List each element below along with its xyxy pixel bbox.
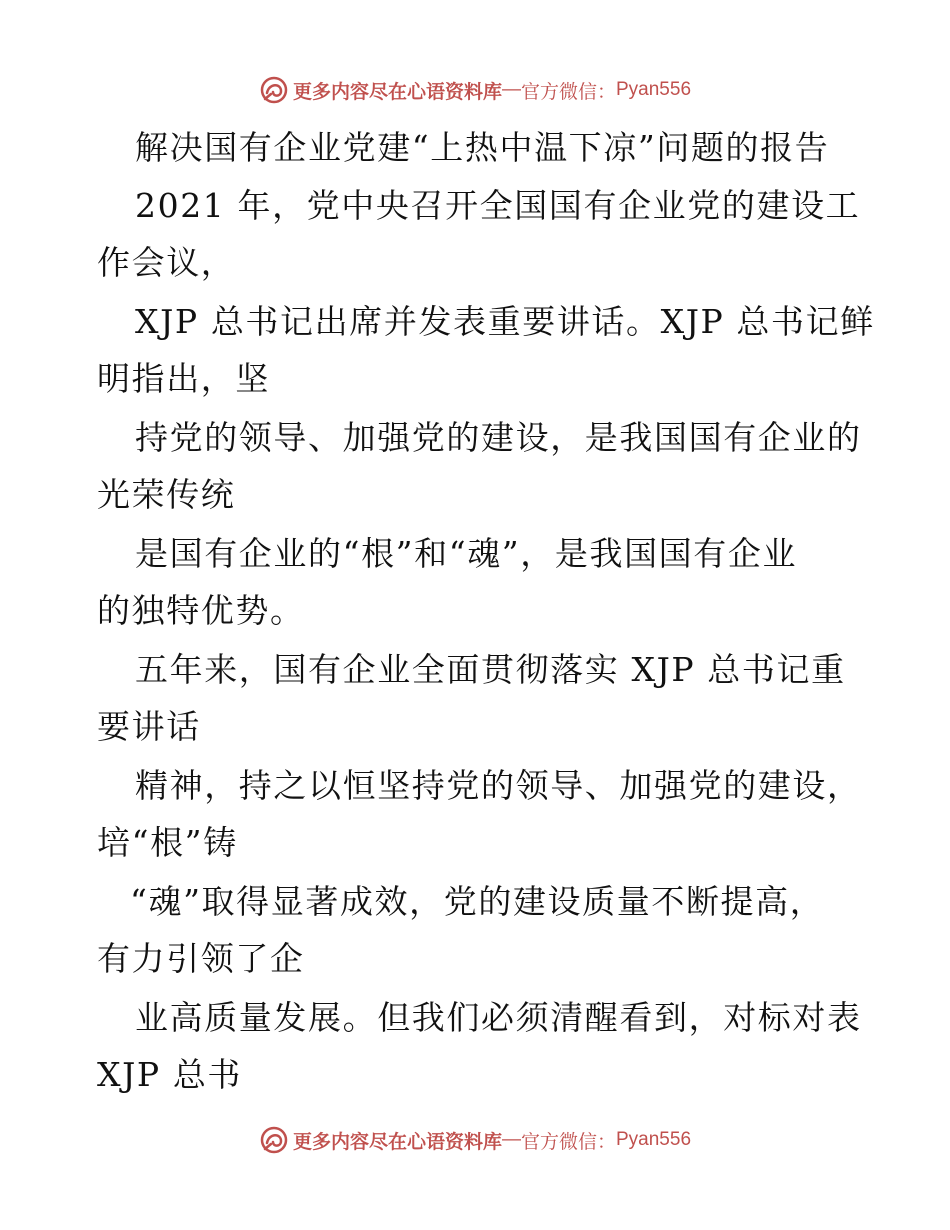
paragraph-line: 持党的领导、加强党的建设，是我国国有企业的 (135, 418, 862, 457)
paragraph-line: 明指出，坚 (97, 359, 270, 398)
paragraph-line: 有力引领了企 (97, 939, 305, 978)
paragraph-line: 要讲话 (97, 707, 201, 746)
paragraph-line: 光荣传统 (97, 475, 236, 514)
paragraph-line: 精神，持之以恒坚持党的领导、加强党的建设， (135, 766, 862, 805)
paragraph-line: 培“根”铸 (97, 823, 238, 862)
paragraph-line: XJP 总书记出席并发表重要讲话。XJP 总书记鲜 (135, 302, 875, 341)
banner-wechat-label: 官方微信： (520, 1130, 616, 1153)
paragraph-line: 是国有企业的“根”和“魂”，是我国国有企业 (135, 534, 798, 573)
red-swirl-logo-icon (259, 75, 289, 105)
paragraph-line: XJP 总书 (97, 1055, 243, 1094)
banner-wechat-label: 官方微信： (520, 80, 616, 103)
paragraph-line: 2021 年，党中央召开全国国有企业党的建设工 (135, 186, 861, 225)
footer-banner (0, 1120, 950, 1160)
document-title: 解决国有企业党建“上热中温下凉”问题的报告 (135, 128, 830, 167)
banner-separator: — (501, 79, 521, 100)
paragraph-line: “魂”取得显著成效，党的建设质量不断提高， (130, 882, 825, 921)
banner-separator: — (501, 1129, 521, 1150)
header-banner (0, 70, 950, 110)
red-swirl-logo-icon (259, 1125, 289, 1155)
paragraph-line: 业高质量发展。但我们必须清醒看到，对标对表 (135, 998, 862, 1037)
banner-text: 更多内容尽在心语资料库 (292, 1130, 502, 1153)
banner-wechat-id: Pyan556 (616, 1129, 692, 1150)
banner-text: 更多内容尽在心语资料库 (292, 80, 502, 103)
banner-wechat-id: Pyan556 (616, 79, 692, 100)
paragraph-line: 作会议， (97, 243, 236, 282)
paragraph-line: 的独特优势。 (97, 591, 305, 630)
paragraph-line: 五年来，国有企业全面贯彻落实 XJP 总书记重 (135, 650, 846, 689)
